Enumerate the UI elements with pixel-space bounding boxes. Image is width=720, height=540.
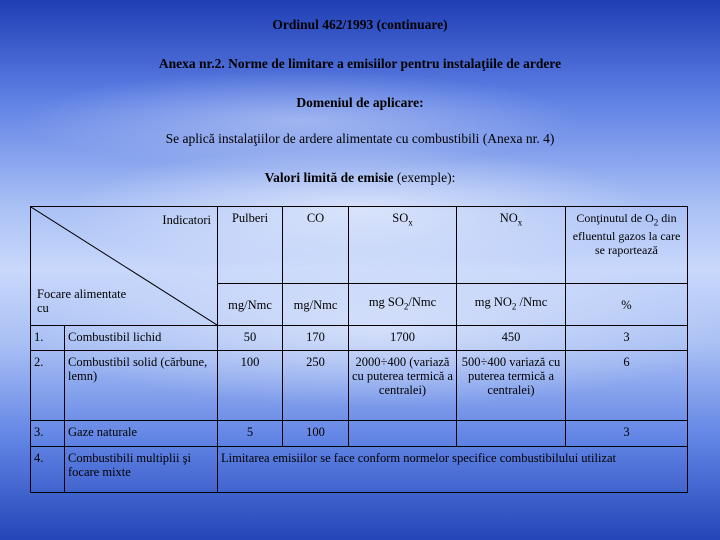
unit-nox [457,284,566,326]
table-row [31,351,688,421]
row-pulberi-value: 5 [218,421,283,447]
o2-label-a: Conţinutul de O [576,211,654,225]
limits-heading-suffix: (exemple): [393,170,456,185]
row-sox-value: 2000÷400 (variază cu puterea termică a centralei) [349,351,457,421]
unit-no2-b: /Nmc [516,295,548,310]
o2-label-b: din efluentul gazos la care se raportează [572,211,681,258]
row-o2-value: 3 [566,326,688,351]
row-o2-value: 3 [566,421,688,447]
col-header-o2-content [566,207,688,284]
col-header-sox [349,207,457,284]
col-header-nox [457,207,566,284]
row-nox-value [457,421,566,447]
limits-heading [0,170,720,186]
row-co-value: 170 [283,326,349,351]
row-number: 4. [31,447,65,493]
table-row [31,447,688,493]
unit-no2-a: mg NO [474,295,512,310]
row-nox-value: 500÷400 variază cu puterea termică a centralei) [457,351,566,421]
emission-limits-table [30,206,688,493]
unit-pulberi: mg/Nmc [218,284,283,326]
table-header-row [31,207,688,284]
row-number: 1. [31,326,65,351]
sox-label: SO [392,211,409,225]
corner-label-focare: Focare alimentate cu [37,287,127,315]
row-fuel-name: Combustibili multiplii şi focare mixte [65,447,218,493]
table-corner-cell [31,207,218,326]
scope-text: Se aplică instalaţiilor de ardere alimentate cu combustibili (Anexa nr. 4) [165,131,555,146]
row-sox-value: 1700 [349,326,457,351]
row-pulberi-value: 100 [218,351,283,421]
unit-so2-b: /Nmc [408,295,437,310]
col-header-co: CO [283,207,349,284]
row-pulberi-value: 50 [218,326,283,351]
o2-subscript: 2 [653,217,659,228]
annex-title: Anexa nr.2. Norme de limitare a emisiilor pentru instalaţiile de ardere [158,56,562,71]
row-fuel-name: Gaze naturale [65,421,218,447]
row-note: Limitarea emisiilor se face conform normelor specifice combustibilului utilizat [218,447,688,493]
limits-heading-bold: Valori limită de emisie [264,170,394,185]
scope-heading: Domeniul de aplicare: [296,95,424,110]
row-number: 3. [31,421,65,447]
unit-no2-sub: 2 [511,301,517,312]
unit-sox [349,284,457,326]
row-co-value: 100 [283,421,349,447]
unit-o2: % [566,284,688,326]
sox-subscript: x [408,217,413,228]
nox-subscript: x [517,217,523,228]
col-header-pulberi: Pulberi [218,207,283,284]
unit-so2-a: mg SO [368,295,404,310]
row-co-value: 250 [283,351,349,421]
row-sox-value [349,421,457,447]
row-nox-value: 450 [457,326,566,351]
nox-label: NO [499,211,518,225]
page-title: Ordinul 462/1993 (continuare) [272,17,448,32]
corner-label-indicatori: Indicatori [162,213,211,227]
row-number: 2. [31,351,65,421]
row-o2-value: 6 [566,351,688,421]
table-row [31,326,688,351]
table-row [31,421,688,447]
row-fuel-name: Combustibil solid (cărbune, lemn) [65,351,218,421]
unit-co: mg/Nmc [283,284,349,326]
unit-so2-sub: 2 [403,301,409,312]
row-fuel-name: Combustibil lichid [65,326,218,351]
